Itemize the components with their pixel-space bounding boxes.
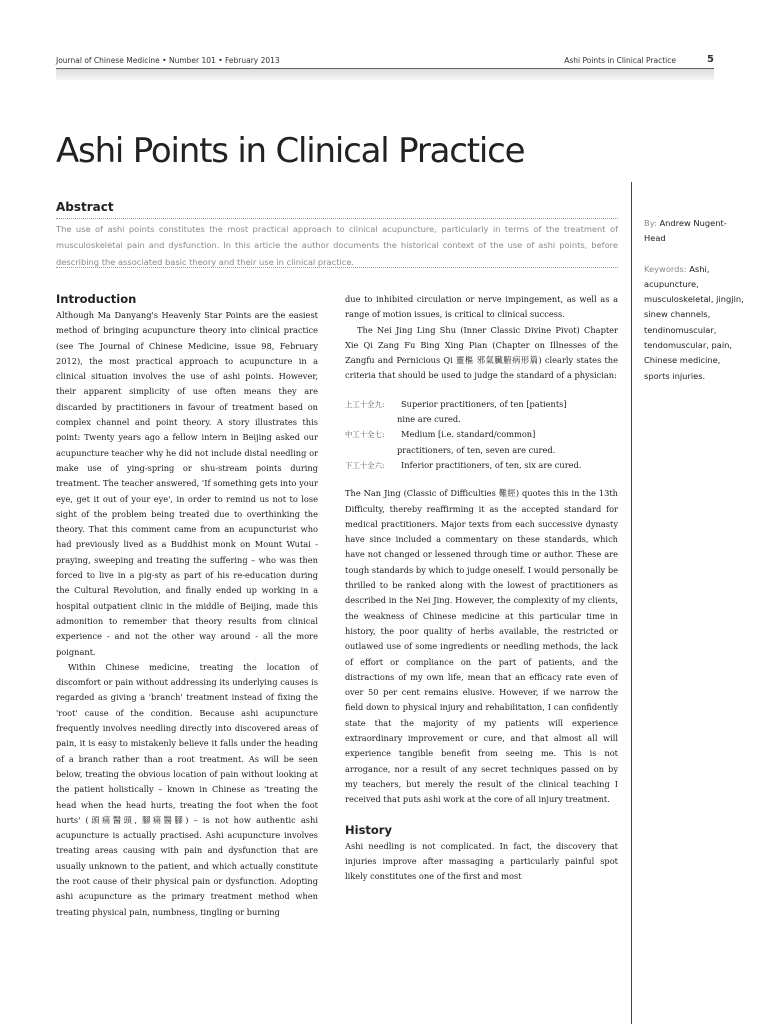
ling-shu-paragraph: The Nei Jing Ling Shu (Inner Classic Divine Pivot) Chapter Xie Qi Zang Fu Bing Xing Pian (Chapter on Illnesses of the Zangfu and Pernicious Qi 靈樞 邪氣臟腑病形篇) clearly states the criteria that should be used to judge the standard of a physician: — [345, 324, 618, 381]
body-paragraph-continued: due to inhibited circulation or nerve impingement, as well as a range of motion issues, is critical to clinical success. — [345, 294, 618, 320]
running-title: Ashi Points in Clinical Practice — [564, 56, 676, 65]
quote-line — [345, 458, 618, 473]
column-right — [345, 292, 618, 884]
introduction-heading: Introduction — [56, 292, 137, 306]
intro-paragraph-2: Within Chinese medicine, treating the location of discomfort or pain without addressing its underlying causes is regarded as giving a 'branch' treatment instead of fixing the 'root' cause of the condition. Because ashi acupuncture frequently involves needling directly into discovered areas of pain, it is easy to mistakenly believe it falls under the heading of a branch rather than a root treatment. As will be seen below, treating the obvious location of pain without looking at the patient holistically – known in Chinese as 'treating the head when the head hurts, treating the foot when the foot hurts' (頭痛醫頭, 腳痛醫腳) – is not how authentic ashi acupuncture is actually practised. Ashi acupuncture involves treating areas causing with pain and dysfunction that are usually unknown to the patient, and which actually constitute the root cause of their physical pain or dysfunction. Adopting ashi acupuncture as the primary treatment method when treating physical pain, numbness, tingling or burning — [56, 661, 318, 917]
column-left — [56, 290, 318, 920]
history-paragraph: Ashi needling is not complicated. In fact, the discovery that injuries improve after massaging a particularly painful spot likely constitutes one of the first and most — [345, 840, 618, 882]
header-shade-band — [56, 69, 714, 80]
keywords-list: Ashi, acupuncture, musculoskeletal, jingjin, sinew channels, tendinomuscular, tendomuscular, pain, Chinese medicine, sports injuries. — [644, 263, 744, 381]
quote-english: Superior practitioners, of ten [patients] — [401, 398, 567, 409]
page-number: 5 — [707, 54, 714, 65]
keywords-block — [644, 262, 744, 384]
by-label: By: — [644, 218, 657, 228]
quote-line — [345, 397, 618, 412]
intro-paragraph-1: Although Ma Danyang's Heavenly Star Points are the easiest method of bringing acupuncture theory into clinical practice (see The Journal of Chinese Medicine, issue 98, February 2012), the most practical approach to acupuncture in a clinical situation involves the use of ashi points. However, their apparent simplicity of use often means they are discarded by practitioners in favour of treatment based on complex channel and point theory. A story illustrates this point: Twenty years ago a fellow intern in Beijing asked our acupuncture teacher why he did not include distal needling or make use of ying-spring or shu-stream points during treatment. The teacher answered, 'If something gets into your eye, get it out of your eye', in order to remind us not to lose sight of the problem being treated due to overthinking the theory. That this comment came from an acupuncturist who had previously lived as a Buddhist monk on Mount Wutai - praying, sweeping and treating the suffering – who was then forced to live in a pig-sty as part of his re-education during the Cultural Revolution, and finally ended up working in a hospital outpatient clinic in the middle of Beijing, made this admonition to remember that theory results from clinical experience - and not the other way around - all the more poignant. — [56, 310, 318, 657]
sidebar — [644, 216, 744, 384]
abstract-heading: Abstract — [56, 200, 114, 214]
history-heading: History — [345, 822, 392, 837]
quote-continuation: practitioners, of ten, seven are cured. — [397, 444, 556, 455]
author-name: Andrew Nugent-Head — [644, 218, 727, 244]
article-title: Ashi Points in Clinical Practice — [56, 131, 525, 171]
quote-chinese: 下工十全六: — [345, 460, 385, 470]
author-block — [644, 216, 744, 247]
quote-chinese: 上工十全九: — [345, 399, 385, 409]
quote-chinese: 中工十全七: — [345, 430, 385, 440]
section-gap — [345, 808, 618, 821]
quote-english: Inferior practitioners, of ten, six are cured. — [401, 459, 582, 470]
running-header — [56, 56, 714, 68]
quote-english: Medium [i.e. standard/common] — [401, 429, 536, 440]
quote-continuation: nine are cured. — [397, 414, 461, 425]
keywords-label: Keywords: — [644, 263, 687, 274]
journal-info: Journal of Chinese Medicine • Number 101 • February 2013 — [56, 56, 280, 65]
abstract-bottom-rule — [56, 267, 618, 268]
nan-jing-paragraph: The Nan Jing (Classic of Difficulties 難經) quotes this in the 13th Difficulty, thereby reaffirming it as the accepted standard for medical practitioners. Major texts from each successive dynasty have since included a commentary on these standards, which have not changed or lessened through time or author. These are tough standards by which to judge oneself. I would personally be thrilled to be ranked along with the lowest of practitioners as described in the Nei Jing. However, the complexity of my clients, the weakness of Chinese medicine at this particular time in history, the poor quality of herbs available, the restricted or outlawed use of some ingredients or needling methods, the lack of effort or compliance on the part of patients, and the distractions of my own life, mean that an efficacy rate even of over 50 per cent remains elusive. However, if we narrow the field down to physical injury and rehabilitation, I can confidently state that the majority of my patients will experience extraordinary improvement or cure, and that almost all will experience tangible benefit from seeing me. This is not arrogance, nor a result of any secret techniques passed on by my teachers, but merely the result of the clinical teaching I received that puts ashi work at the core of all injury treatment. — [345, 488, 618, 805]
physician-standards-quote — [345, 397, 618, 473]
quote-line — [345, 427, 618, 442]
sidebar-divider — [631, 182, 632, 1024]
abstract-text: The use of ashi points constitutes the most practical approach to clinical acupuncture, particularly in terms of the treatment of musculoskeletal pain and dysfunction. In this article the author documents the historical context of the use of ashi points, before describing the associated basic theory and their use in clinical practice. — [56, 218, 618, 270]
